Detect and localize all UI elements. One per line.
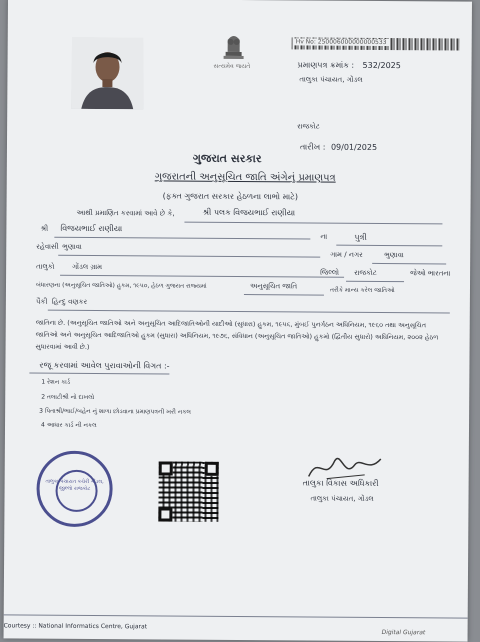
qr-code (158, 461, 218, 521)
document-item: 4 આધાર કાર્ડ ની નકલ (41, 421, 97, 430)
certificate-subtitle: (ફક્ત ગુજરાત સરકાર હેઠળના લાભો માટે) (162, 191, 299, 202)
intro-text: આથી પ્રમાણિત કરવામાં આવે છે કે, (76, 208, 175, 218)
place-name: રાજકોટ (297, 122, 320, 131)
taluka-value: ગોંડલ ગ્રામ (72, 262, 103, 272)
resident-label: રહેવાસી (36, 242, 59, 251)
applicant-name: શ્રી પલક વિજયભાઈ રાણીયા (202, 207, 296, 218)
village-label: ગામ / નગર (330, 250, 363, 259)
government-title: ગુજરાત સરકાર (192, 151, 262, 166)
emblem-caption: સત્યમેવ જયતે (213, 62, 251, 71)
document-item: 1 રેશન કાર્ડ (41, 378, 71, 386)
cert-number: 532/2025 (362, 60, 401, 71)
applicant-photo (71, 37, 144, 110)
father-name: વિજયભાઈ રાણીયા (60, 223, 123, 234)
national-emblem (214, 30, 254, 64)
signatory-title: તાલુકા વિકાસ અધિકારી (302, 478, 379, 488)
documents-title: રજૂ કરવામાં આવેલ પુરાવાઓની વિગત :- (39, 360, 170, 371)
village-2: ભુણાવા (384, 251, 404, 260)
district-value: રાજકોટ (354, 268, 377, 277)
district-label: જિલ્લો (320, 268, 340, 277)
state-label: જેઓ ભારતના (410, 269, 451, 278)
office-name: તાલુકા પંચાયત, ગોંડલ (299, 75, 363, 84)
caste-label: પૈકી (35, 297, 48, 306)
taluka-label: તાલુકો (36, 262, 55, 271)
category-value: અનુસૂચિત જાતિ (249, 282, 298, 291)
recognized-text: તરીકે માન્ય કરેલ જાતિઓ (329, 286, 395, 295)
footer-brand: Digital Gujarat (381, 629, 426, 637)
barcode-text: Hv No: 250006000000000533 (295, 38, 387, 47)
issue-date: 09/01/2025 (330, 142, 378, 152)
document-item: 2 તલાટીશ્રી નો દાખલો (41, 393, 95, 401)
caste-value: હિન્દુ વણકર (51, 297, 88, 306)
cert-number-label: પ્રમાણપત્ર ક્રમાંક : (297, 60, 355, 70)
village-1: ભુણાવા (62, 242, 82, 251)
order-text: બંધારણના (અનુસૂચિત જાતિઓ) હુકમ, ૧૯૫૦, હેઠળ ગુજરાત રાજ્યમાં (35, 281, 207, 290)
footer-courtesy: Courtesy :: National Informatics Centre, Gujarat (3, 622, 148, 631)
document-item: 3 પિતાશ્રી/ભાઈ/બહેન નું શાળા છોડવાના પ્રમાણપત્રની ખરી નકલ (39, 407, 192, 416)
shri-label: શ્રી (40, 224, 49, 233)
na-label: ના (320, 232, 328, 241)
legal-paragraph: જાતિના છે. (અનુસૂચિત જાતિઓ અને અનુસૂચિત આદિજાતિઓની યાદીઓ (સુધારા) હુકમ, ૧૯૫૬, મુંબઈ પુનર્ગઠન અધિનિયમ, ૧૯૬૦ તથા અનુસૂચિત જાતિઓ અને અનુસૂચિત આદિજાતિઓ હુકમ (સુધારા) અધિનિયમ, ૧૯૭૬, સંવિધાન (અનુસૂચિત જાતિઓ) હુકમો (દ્વિતીય સુધારો) અધિનિયમ, ૨૦૦૨ હેઠળ સુધારવામાં આવી છે.) (35, 318, 439, 351)
relation: પુત્રી (354, 232, 367, 242)
signatory-office: તાલુકા પંચાયત, ગોંડલ (310, 494, 374, 503)
date-label: તારીખ : (299, 142, 326, 152)
certificate-title: ગુજરાતની અનુસૂચિત જાતિ અંગેનું પ્રમાણપત્ર (154, 171, 336, 184)
certificate-page (4, 0, 472, 642)
seal-text: તાલુકા પંચાયત કચેરી ગોંડલ, જીલ્લો રાજકોટ (45, 478, 104, 492)
